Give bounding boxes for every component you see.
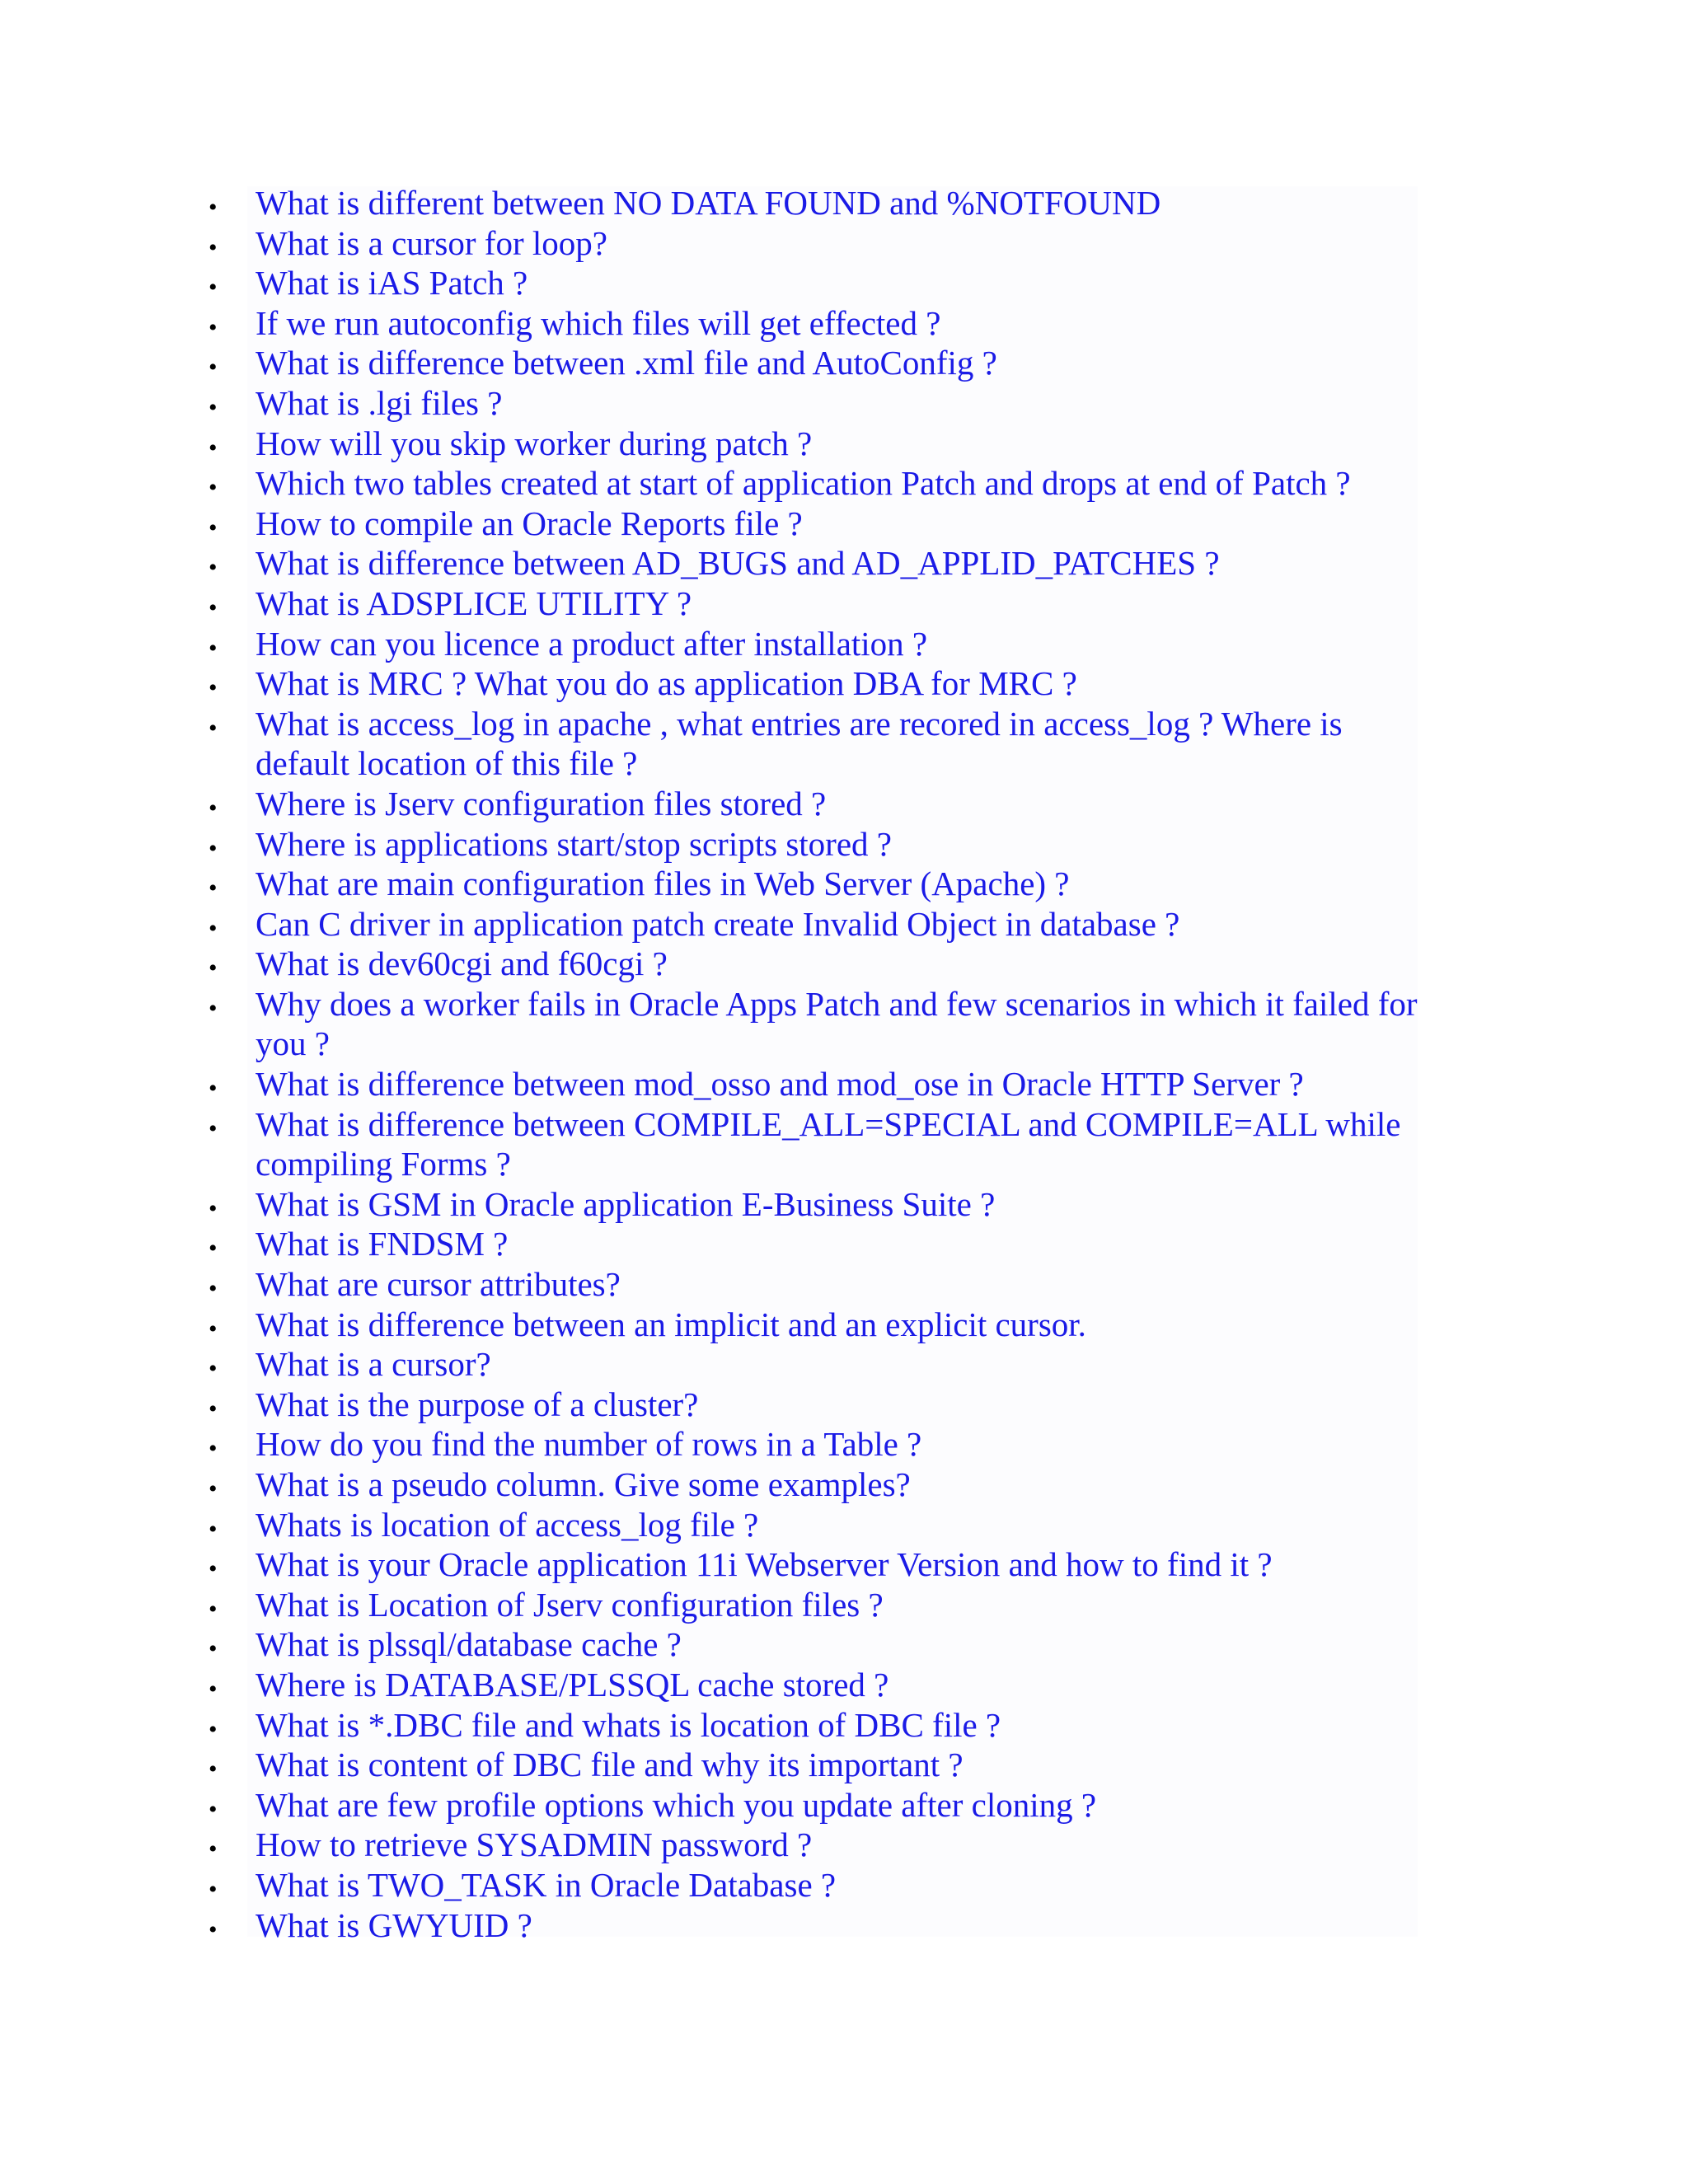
bullet-icon: • <box>209 1675 218 1703</box>
bullet-icon: • <box>209 914 218 942</box>
question-link[interactable]: What is a pseudo column. Give some examples? <box>256 1465 911 1503</box>
bullet-icon: • <box>209 954 218 982</box>
bullet-icon: • <box>209 1595 218 1623</box>
question-link[interactable]: What is GWYUID ? <box>256 1905 532 1944</box>
list-item <box>0 944 1418 984</box>
bullet-icon: • <box>209 513 218 541</box>
list-item <box>0 1465 1418 1505</box>
question-link[interactable]: Where is Jserv configuration files stored ? <box>256 784 827 823</box>
bullet-icon: • <box>209 1194 218 1222</box>
bullet-icon: • <box>209 474 218 502</box>
bullet-icon: • <box>209 233 218 261</box>
list-item <box>0 223 1418 264</box>
question-link[interactable]: What is difference between mod_osso and mod_ose in Oracle HTTP Server ? <box>256 1065 1304 1104</box>
bullet-icon: • <box>209 834 218 862</box>
bullet-icon: • <box>209 313 218 341</box>
list-item <box>0 424 1418 464</box>
list-item <box>0 663 1418 704</box>
list-item <box>0 1064 1418 1104</box>
question-link[interactable]: What is a cursor? <box>256 1345 491 1384</box>
list-item <box>0 1505 1418 1545</box>
question-link[interactable]: How will you skip worker during patch ? <box>256 424 813 462</box>
question-link[interactable]: What is GSM in Oracle application E-Business Suite ? <box>256 1184 996 1223</box>
list-item <box>0 1104 1418 1184</box>
list-item <box>0 784 1418 824</box>
list-item <box>0 864 1418 904</box>
bullet-icon: • <box>209 1635 218 1663</box>
list-item <box>0 1544 1418 1585</box>
bullet-icon: • <box>209 1075 218 1103</box>
question-link[interactable]: What are main configuration files in Web Server (Apache) ? <box>256 865 1070 903</box>
list-item <box>0 1224 1418 1264</box>
question-link[interactable]: What is FNDSM ? <box>256 1225 509 1263</box>
list-item <box>0 1264 1418 1305</box>
question-link[interactable]: What is plssql/database cache ? <box>256 1625 682 1664</box>
question-link[interactable]: What are cursor attributes? <box>256 1265 621 1304</box>
list-item <box>0 1785 1418 1825</box>
bullet-icon: • <box>209 554 218 582</box>
bullet-icon: • <box>209 434 218 462</box>
question-link[interactable]: Why does a worker fails in Oracle Apps Patch and few scenarios in which it failed for you ? <box>256 984 1418 1063</box>
bullet-icon: • <box>209 1394 218 1422</box>
list-item <box>0 904 1418 944</box>
bullet-icon: • <box>209 1475 218 1502</box>
list-item <box>0 1705 1418 1746</box>
question-link[interactable]: What is iAS Patch ? <box>256 264 528 302</box>
list-item <box>0 1825 1418 1865</box>
list-item <box>0 1424 1418 1465</box>
question-link[interactable]: What is different between NO DATA FOUND and %NOTFOUND <box>256 184 1161 222</box>
list-item <box>0 1305 1418 1345</box>
list-item <box>0 543 1418 583</box>
question-link[interactable]: What is dev60cgi and f60cgi ? <box>256 944 668 983</box>
bullet-icon: • <box>209 1114 218 1142</box>
bullet-icon: • <box>209 1875 218 1903</box>
list-item <box>0 1905 1418 1946</box>
question-link[interactable]: Can C driver in application patch create Invalid Object in database ? <box>256 904 1180 943</box>
question-link[interactable]: If we run autoconfig which files will get effected ? <box>256 303 941 342</box>
bullet-icon: • <box>209 593 218 621</box>
list-item <box>0 303 1418 344</box>
question-link[interactable]: What is *.DBC file and whats is location of DBC file ? <box>256 1705 1001 1744</box>
bullet-icon: • <box>209 1715 218 1743</box>
list-item <box>0 1344 1418 1385</box>
bullet-icon: • <box>209 393 218 421</box>
bullet-icon: • <box>209 1235 218 1263</box>
bullet-icon: • <box>209 1435 218 1463</box>
bullet-icon: • <box>209 634 218 662</box>
question-link[interactable]: How can you licence a product after installation ? <box>256 624 928 663</box>
bullet-icon: • <box>209 194 218 221</box>
question-link[interactable]: What is the purpose of a cluster? <box>256 1385 699 1423</box>
list-item <box>0 583 1418 624</box>
question-link[interactable]: What is difference between COMPILE_ALL=SPECIAL and COMPILE=ALL while compiling Forms ? <box>256 1104 1401 1183</box>
question-link[interactable]: What is ADSPLICE UTILITY ? <box>256 583 692 622</box>
bullet-icon: • <box>209 1355 218 1383</box>
question-link[interactable]: How to retrieve SYSADMIN password ? <box>256 1825 813 1864</box>
list-item <box>0 1865 1418 1905</box>
bullet-icon: • <box>209 274 218 302</box>
bullet-icon: • <box>209 1755 218 1783</box>
question-link[interactable]: Where is applications start/stop scripts stored ? <box>256 824 892 863</box>
bullet-icon: • <box>209 354 218 382</box>
list-item <box>0 1585 1418 1625</box>
list-item <box>0 463 1418 504</box>
question-link[interactable]: What is difference between .xml file and AutoConfig ? <box>256 344 997 382</box>
question-link[interactable]: What are few profile options which you update after cloning ? <box>256 1785 1097 1824</box>
question-link[interactable]: What is difference between an implicit and an explicit cursor. <box>256 1305 1086 1343</box>
bullet-icon: • <box>209 1795 218 1823</box>
list-item <box>0 183 1418 223</box>
question-link[interactable]: What is .lgi files ? <box>256 383 503 422</box>
bullet-icon: • <box>209 1275 218 1303</box>
list-item <box>0 1745 1418 1785</box>
question-link[interactable]: How to compile an Oracle Reports file ? <box>256 504 803 542</box>
bullet-icon: • <box>209 1315 218 1343</box>
question-link[interactable]: What is a cursor for loop? <box>256 223 607 262</box>
list-item <box>0 504 1418 544</box>
question-link[interactable]: Which two tables created at start of application Patch and drops at end of Patch ? <box>256 464 1351 503</box>
question-list <box>0 183 1688 1945</box>
bullet-icon: • <box>209 674 218 702</box>
list-item <box>0 1385 1418 1425</box>
list-item <box>0 263 1418 303</box>
bullet-icon: • <box>209 1835 218 1863</box>
question-link[interactable]: What is your Oracle application 11i Webserver Version and how to find it ? <box>256 1545 1273 1584</box>
list-item <box>0 624 1418 664</box>
question-link[interactable]: What is access_log in apache , what entries are recored in access_log ? Where is default location of this file ? <box>256 704 1343 783</box>
list-item <box>0 704 1418 784</box>
list-item <box>0 1184 1418 1225</box>
bullet-icon: • <box>209 874 218 902</box>
question-link[interactable]: How do you find the number of rows in a Table ? <box>256 1425 922 1464</box>
list-item <box>0 343 1418 383</box>
list-item <box>0 1665 1418 1705</box>
bullet-icon: • <box>209 1915 218 1943</box>
question-link[interactable]: What is TWO_TASK in Oracle Database ? <box>256 1865 837 1904</box>
bullet-icon: • <box>209 994 218 1022</box>
question-link[interactable]: What is MRC ? What you do as application DBA for MRC ? <box>256 664 1077 703</box>
bullet-icon: • <box>209 1555 218 1583</box>
bullet-icon: • <box>209 794 218 822</box>
list-item <box>0 1624 1418 1665</box>
bullet-icon: • <box>209 714 218 742</box>
list-item <box>0 383 1418 424</box>
question-link[interactable]: Whats is location of access_log file ? <box>256 1505 759 1544</box>
list-item <box>0 984 1418 1064</box>
bullet-icon: • <box>209 1515 218 1543</box>
question-link[interactable]: What is Location of Jserv configuration files ? <box>256 1585 884 1624</box>
list-item <box>0 824 1418 865</box>
question-link[interactable]: What is difference between AD_BUGS and AD_APPLID_PATCHES ? <box>256 544 1220 583</box>
question-link[interactable]: What is content of DBC file and why its important ? <box>256 1746 964 1784</box>
question-link[interactable]: Where is DATABASE/PLSSQL cache stored ? <box>256 1665 889 1704</box>
